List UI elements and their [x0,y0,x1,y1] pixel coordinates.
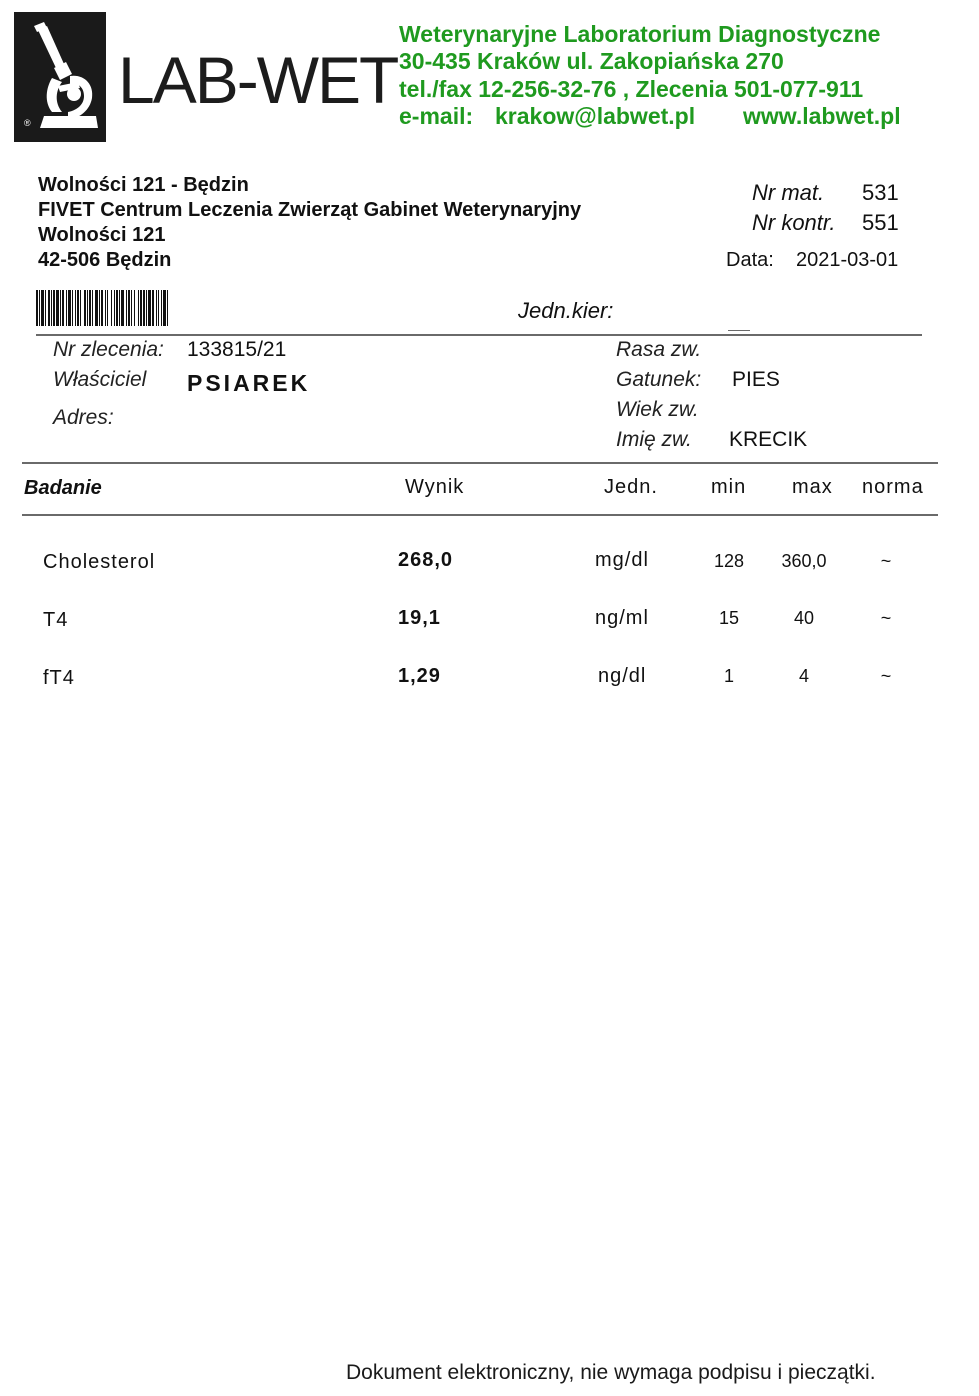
species-value: PIES [732,368,780,391]
nr-kontr-value: 551 [862,210,899,235]
cell-test: fT4 [43,667,75,689]
client-line-4: 42-506 Będzin [38,249,172,271]
lab-email-label: e-mail: [399,103,474,129]
unit-label: Jedn.kier: [518,298,614,323]
lab-name: Weterynaryjne Laboratorium Diagnostyczne [399,21,881,47]
date-value: 2021-03-01 [796,249,899,271]
divider-table-top [22,462,938,464]
cell-max: 40 [793,608,815,628]
cell-unit: ng/ml [595,607,649,629]
header-norm: norma [862,476,924,498]
registered-mark: ® [24,118,31,128]
animal-name-value: KRECIK [729,428,808,451]
brand-name: LAB-WET [118,43,398,117]
client-line-2: FIVET Centrum Leczenia Zwierząt Gabinet Weterynaryjny [38,199,582,221]
cell-result: 1,29 [398,665,441,687]
client-line-1: Wolności 121 - Będzin [38,174,249,196]
cell-min: 15 [718,608,740,628]
species-label: Gatunek: [616,368,702,391]
nr-kontr-label: Nr kontr. [752,210,836,235]
footer-note: Dokument elektroniczny, nie wymaga podpisu i pieczątki. [346,1361,876,1384]
date-label: Data: [726,249,774,271]
header-unit: Jedn. [604,476,658,498]
lab-address: 30-435 Kraków ul. Zakopiańska 270 [399,48,784,74]
owner-label: Właściciel [53,368,147,391]
logo-mark [14,12,106,142]
cell-test: Cholesterol [43,551,156,573]
cell-test: T4 [43,609,69,631]
cell-min: 1 [723,666,734,686]
cell-unit: ng/dl [598,665,647,687]
header-result: Wynik [405,476,465,498]
divider-top [36,334,922,336]
cell-unit: mg/dl [595,549,649,571]
header-min: min [711,476,747,498]
barcode [36,290,288,326]
cell-max: 360,0 [781,551,827,571]
divider-table-header [22,514,938,516]
divider-tick [728,330,750,331]
breed-label: Rasa zw. [616,338,702,361]
order-nr-value: 133815/21 [187,338,287,361]
lab-phone: tel./fax 12-256-32-76 , Zlecenia 501-077-911 [399,76,864,102]
cell-result: 19,1 [398,607,441,629]
cell-result: 268,0 [398,549,454,571]
header-test: Badanie [24,477,102,499]
header-max: max [792,476,833,498]
address-label: Adres: [53,406,114,429]
lab-email-link[interactable]: krakow@labwet.pl [495,103,696,129]
cell-norm: ~ [880,608,892,628]
owner-value: PSIAREK [187,370,311,396]
lab-website-link[interactable]: www.labwet.pl [743,103,901,129]
cell-norm: ~ [880,551,892,571]
client-line-3: Wolności 121 [38,224,166,246]
order-nr-label: Nr zlecenia: [53,338,164,361]
age-label: Wiek zw. [616,398,699,421]
nr-mat-label: Nr mat. [752,180,825,205]
cell-min: 128 [713,551,745,571]
nr-mat-value: 531 [862,180,899,205]
cell-norm: ~ [880,666,892,686]
animal-name-label: Imię zw. [616,428,692,451]
cell-max: 4 [798,666,809,686]
